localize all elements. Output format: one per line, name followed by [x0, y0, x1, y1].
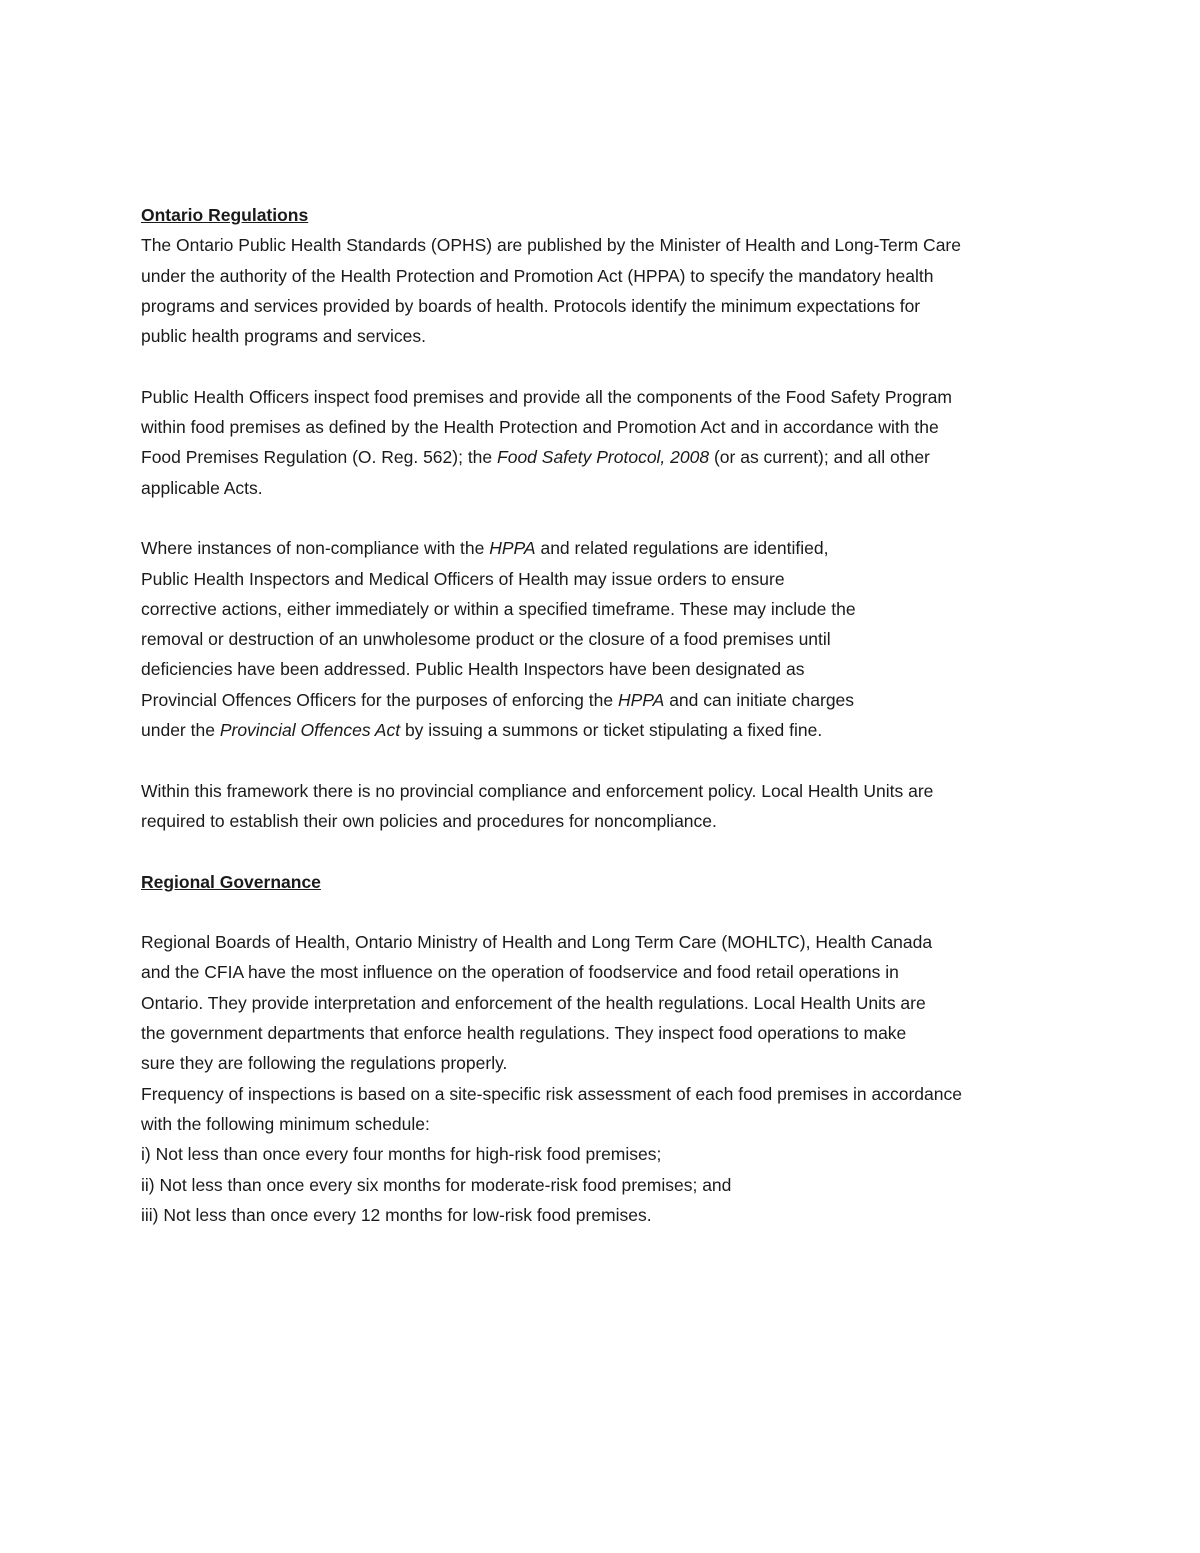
text-line: within food premises as defined by the Health Protection and Promotion Act and in accordance with the — [141, 417, 939, 438]
list-item: ii) Not less than once every six months for moderate-risk food premises; and — [141, 1174, 732, 1195]
text-line: with the following minimum schedule: — [141, 1113, 430, 1134]
text-span: under the — [141, 720, 220, 741]
text-line: programs and services provided by boards of health. Protocols identify the minimum expectations for — [141, 295, 921, 316]
text-span: Where instances of non-compliance with the — [141, 538, 490, 559]
paragraph-regional-governance — [141, 927, 1071, 1230]
text-span: Provincial Offences Officers for the purposes of enforcing the — [141, 689, 618, 710]
text-line: corrective actions, either immediately or within a specified timeframe. These may include the — [141, 598, 856, 619]
paragraph-spacer — [141, 503, 1071, 533]
text-line: Public Health Officers inspect food premises and provide all the components of the Food Safety Program — [141, 386, 952, 407]
paragraph-ophs — [141, 230, 1071, 351]
text-line: Within this framework there is no provincial compliance and enforcement policy. Local Health Units are — [141, 780, 934, 801]
text-line: public health programs and services. — [141, 326, 427, 347]
text-line: deficiencies have been addressed. Public Health Inspectors have been designated as — [141, 659, 805, 680]
text-line: sure they are following the regulations properly. — [141, 1053, 508, 1074]
text-line: Regional Boards of Health, Ontario Ministry of Health and Long Term Care (MOHLTC), Health Canada — [141, 932, 933, 953]
text-span: by issuing a summons or ticket stipulating a fixed fine. — [400, 720, 823, 741]
paragraph-inspectors — [141, 382, 1071, 503]
provincial-offences-act-italic: Provincial Offences Act — [219, 720, 401, 741]
text-line — [141, 685, 1071, 715]
document-body — [141, 200, 1071, 1230]
text-span: (or as current); and all other — [709, 447, 930, 468]
paragraph-spacer — [141, 351, 1071, 381]
text-line — [141, 442, 1071, 472]
text-span: and related regulations are identified, — [535, 538, 829, 559]
paragraph-spacer — [141, 745, 1071, 775]
heading-ontario-regulations: Ontario Regulations — [141, 205, 309, 225]
protocol-title-italic: Food Safety Protocol, 2008 — [497, 447, 710, 468]
hppa-italic: HPPA — [617, 689, 665, 710]
text-line — [141, 533, 1071, 563]
text-line: the government departments that enforce health regulations. They inspect food operations to make — [141, 1023, 907, 1044]
text-line: The Ontario Public Health Standards (OPHS) are published by the Minister of Health and Long-Term Care — [141, 235, 961, 256]
text-line: under the authority of the Health Protection and Promotion Act (HPPA) to specify the mandatory health — [141, 265, 934, 286]
paragraph-spacer — [141, 836, 1071, 866]
text-line: Public Health Inspectors and Medical Officers of Health may issue orders to ensure — [141, 568, 785, 589]
text-line: Ontario. They provide interpretation and enforcement of the health regulations. Local Health Units are — [141, 992, 926, 1013]
paragraph-non-compliance — [141, 533, 1071, 745]
list-item: iii) Not less than once every 12 months for low-risk food premises. — [141, 1204, 652, 1225]
paragraph-framework — [141, 776, 1071, 837]
text-span: Food Premises Regulation (O. Reg. 562); the — [141, 447, 498, 468]
text-line: applicable Acts. — [141, 477, 263, 498]
heading-regional-governance: Regional Governance — [141, 871, 321, 892]
text-span: and can initiate charges — [664, 689, 855, 710]
text-line: required to establish their own policies and procedures for noncompliance. — [141, 810, 717, 831]
text-line: Frequency of inspections is based on a site-specific risk assessment of each food premises in accordance — [141, 1083, 962, 1104]
list-item: i) Not less than once every four months for high-risk food premises; — [141, 1144, 662, 1165]
paragraph-spacer — [141, 897, 1071, 927]
text-line: removal or destruction of an unwholesome product or the closure of a food premises until — [141, 629, 831, 650]
hppa-italic: HPPA — [489, 538, 536, 559]
text-line: and the CFIA have the most influence on the operation of foodservice and food retail operations in — [141, 962, 899, 983]
text-line — [141, 715, 1071, 745]
